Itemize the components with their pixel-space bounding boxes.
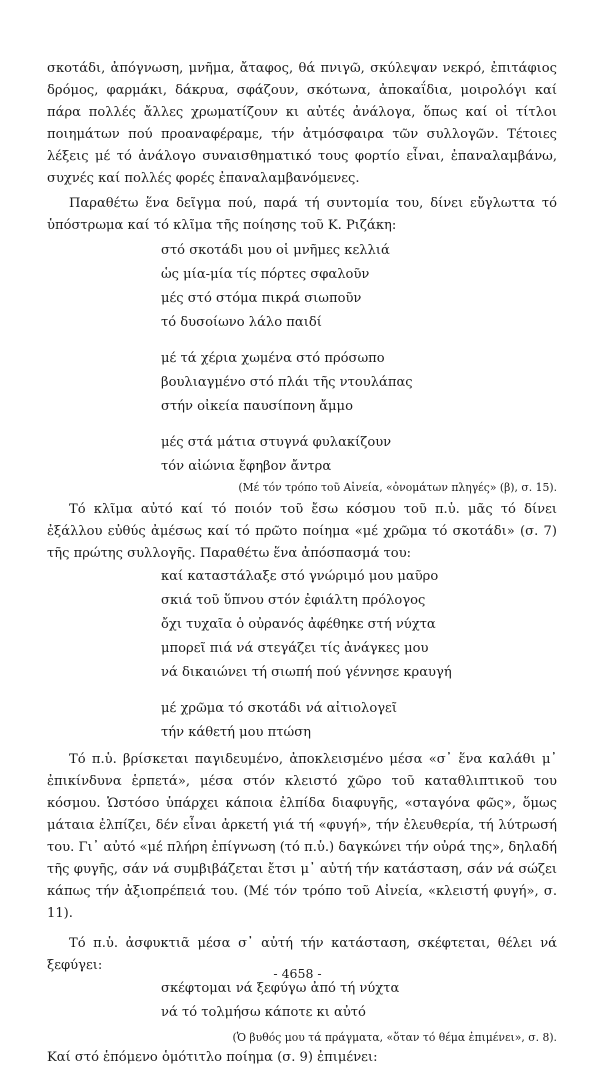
paragraph: σκοτάδι, ἀπόγνωση, μνῆμα, ἄταφος, θά πνιγῶ, σκύλεψαν νεκρό, ἐπιτάφιος δρόμος, φαρμάκι, δάκρυα, σφάζουν, σκότωνα, ἀποκαΐδια, μοιρολόγι καί πάρα πολλές ἄλλες χρωματίζουν κι αὐτές ἀνάλογα, ὅπως καί οἱ τίτλοι ποιημάτων πού προαναφέραμε, τήν ἀτμόσφαιρα τῶν συλλογῶν. Τέτοιες λέξεις μέ τό ἀνάλογο συναισθηματικό τους φορτίο εἶναι, ἐπαναλαμβάνω, συχνές καί πολλές φορές ἐπαναλαμβανόμενες. bbox=[47, 61, 557, 186]
paragraph: Παραθέτω ἕνα δεῖγμα πού, παρά τή συντομία του, δίνει εὔγλωττα τό ὑπόστρωμα καί τό κλῖμα τῆς ποίησης τοῦ Κ. Ριζάκη: bbox=[47, 196, 557, 233]
poem-line: τήν κάθετή μου πτώση bbox=[161, 725, 311, 740]
poem-line: νά τό τολμήσω κάποτε κι αὐτό bbox=[161, 1005, 366, 1020]
poem-excerpt bbox=[161, 977, 557, 1025]
poem-line: βουλιαγμένο στό πλάι τῆς ντουλάπας bbox=[161, 375, 413, 390]
poem-line: καί καταστάλαξε στό γνώριμό μου μαῦρο bbox=[161, 569, 439, 584]
poem-line: στό σκοτάδι μου οἱ μνῆμες κελλιά bbox=[161, 243, 390, 258]
poem-line: σκιά τοῦ ὕπνου στόν ἐφιάλτη πρόλογος bbox=[161, 593, 426, 608]
paragraph: Τό π.ὑ. βρίσκεται παγιδευμένο, ἀποκλεισμένο μέσα «σ᾽ ἕνα καλάθι μ᾽ ἐπικίνδυνα ἑρπετά», μέσα στόν κλειστό χῶρο τοῦ καταθλιπτικοῦ του κόσμου. Ὡστόσο ὑπάρχει κάποια ἐλπίδα διαφυγῆς, «σταγόνα φῶς», ὅμως μάταια ἐλπίζει, δέν εἶναι ἀρκετή γιά τή «φυγή», τήν ἐλευθερία, τή λύτρωσή του. Γι᾽ αὐτό «μέ πλήρη ἐπίγνωση (τό π.ὑ.) δαγκώνει τήν οὐρά της», δηλαδή τῆς φυγῆς, σάν νά συμβιβάζεται ἔτσι μ᾽ αὐτή τήν κατάσταση, σάν νά σώζει κάπως τήν ἀξιοπρέπειά του. (Μέ τόν τρόπο τοῦ Αἰνεία, «κλειστή φυγή», σ. 11). bbox=[47, 752, 557, 921]
paragraph: Καί στό ἑπόμενο ὁμότιτλο ποίημα (σ. 9) ἐπιμένει: bbox=[47, 1050, 378, 1065]
page-number: - 4658 - bbox=[273, 966, 322, 981]
poem-line: ὄχι τυχαῖα ὁ οὐρανός ἀφέθηκε στή νύχτα bbox=[161, 617, 436, 632]
page-body bbox=[47, 58, 557, 1069]
poem-source: (Μέ τόν τρόπο τοῦ Αἰνεία, «ὀνομάτων πληγές» (β), σ. 15). bbox=[238, 481, 557, 494]
poem-excerpt bbox=[161, 239, 557, 479]
poem-excerpt bbox=[161, 565, 557, 745]
poem-line: τόν αἰώνια ἔφηβον ἄντρα bbox=[161, 459, 332, 474]
poem-line: μές στά μάτια στυγνά φυλακίζουν bbox=[161, 435, 392, 450]
poem-line: μέ χρῶμα τό σκοτάδι νά αἰτιολογεῖ bbox=[161, 701, 397, 716]
paragraph: Τό κλῖμα αὐτό καί τό ποιόν τοῦ ἔσω κόσμου τοῦ π.ὑ. μᾶς τό δίνει ἐξάλλου εὐθύς ἀμέσως καί τό πρῶτο ποίημα «μέ χρῶμα τό σκοτάδι» (σ. 7) τῆς πρώτης συλλογῆς. Παραθέτω ἕνα ἀπόσπασμά του: bbox=[47, 502, 557, 561]
poem-line: μέ τά χέρια χωμένα στό πρόσωπο bbox=[161, 351, 385, 366]
poem-line: μές στό στόμα πικρά σιωποῦν bbox=[161, 291, 362, 306]
poem-line: σκέφτομαι νά ξεφύγω ἀπό τή νύχτα bbox=[161, 981, 400, 996]
poem-line: τό δυσοίωνο λάλο παιδί bbox=[161, 315, 322, 330]
poem-line: στήν οἰκεία παυσίπονη ἄμμο bbox=[161, 399, 353, 414]
poem-line: ὡς μία-μία τίς πόρτες σφαλοῦν bbox=[161, 267, 370, 282]
poem-source: (Ὁ βυθός μου τά πράγματα, «ὅταν τό θέμα ἐπιμένει», σ. 8). bbox=[232, 1031, 557, 1044]
poem-line: μπορεῖ πιά νά στεγάζει τίς ἀνάγκες μου bbox=[161, 641, 429, 656]
paragraph: Τό π.ὑ. ἀσφυκτιᾶ μέσα σ᾽ αὐτή τήν κατάσταση, σκέφτεται, θέλει νά ξεφύγει: bbox=[47, 936, 557, 973]
poem-line: νά δικαιώνει τή σιωπή πού γέννησε κραυγή bbox=[161, 665, 452, 680]
